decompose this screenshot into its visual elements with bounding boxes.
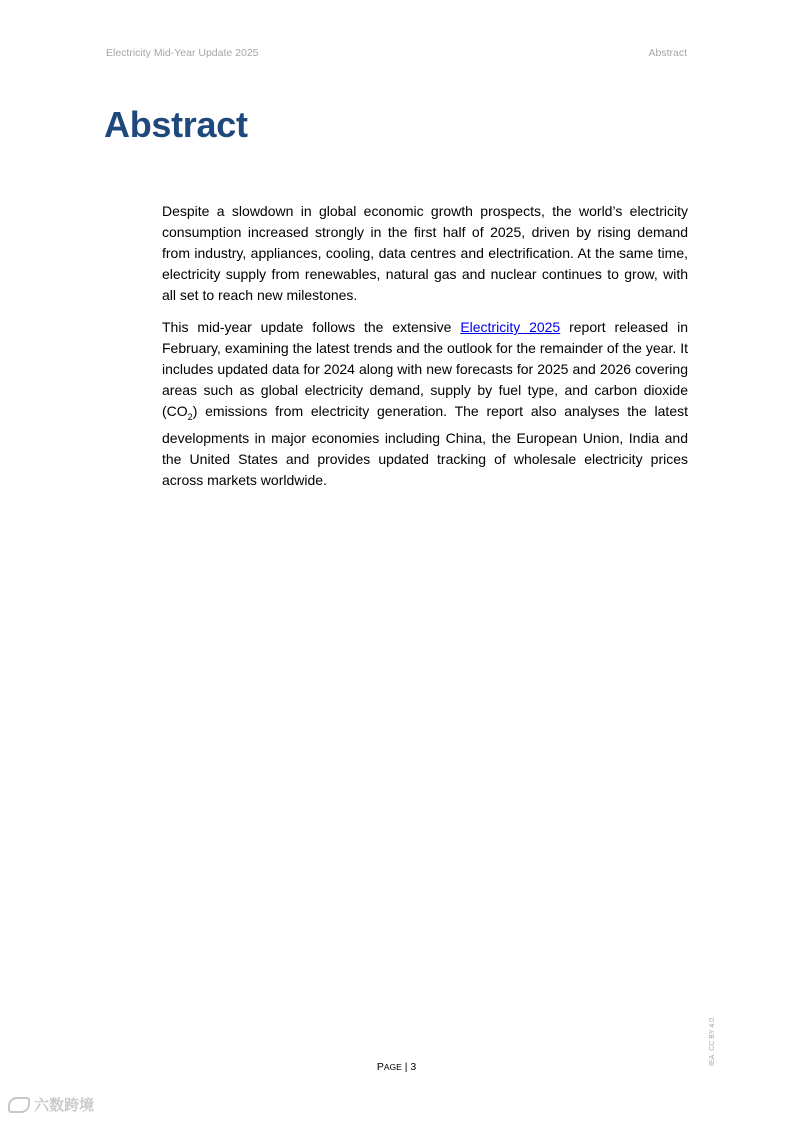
- running-header-title: Electricity Mid-Year Update 2025: [106, 47, 259, 59]
- page-separator: |: [401, 1061, 411, 1073]
- page-label-rest: AGE: [383, 1062, 402, 1072]
- page-label-initial: P: [376, 1061, 384, 1073]
- running-header-section: Abstract: [648, 47, 687, 59]
- watermark-logo-icon: [8, 1097, 30, 1113]
- abstract-body: [162, 201, 688, 502]
- paragraph-text-end: ) emissions from electricity generation. The report also analyses the latest developments in major economies including China, the European Union, India and the United States and provides updated tracking of wholesale electricity prices across markets worldwide.: [162, 403, 688, 488]
- abstract-paragraph-1: Despite a slowdown in global economic growth prospects, the world’s electricity consumption increased strongly in the first half of 2025, driven by rising demand from industry, appliances, cooling, data centres and electrification. At the same time, electricity supply from renewables, natural gas and nuclear continues to grow, with all set to reach new milestones.: [162, 203, 688, 303]
- co2-subscript: 2: [187, 411, 193, 422]
- electricity-2025-report-link[interactable]: Electricity 2025: [460, 319, 561, 335]
- page-title: Abstract: [104, 104, 248, 145]
- page-number: 3: [410, 1061, 417, 1073]
- license-note: IEA. CC BY 4.0.: [709, 1015, 716, 1066]
- paragraph-text-before-link: This mid-year update follows the extensive: [162, 319, 461, 335]
- paragraph-text-after-link: report released in February, examining the latest trends and the outlook for the remainder of the year. It includes updated data for 2024 along with new forecasts for 2025 and 2026 covering areas such as global electricity demand, supply by fuel type, and carbon dioxide (CO: [162, 319, 688, 419]
- page-number-footer: [0, 1061, 793, 1073]
- abstract-paragraph-2: [162, 317, 688, 491]
- watermark: [8, 1094, 94, 1115]
- watermark-text: 六数跨境: [34, 1097, 95, 1114]
